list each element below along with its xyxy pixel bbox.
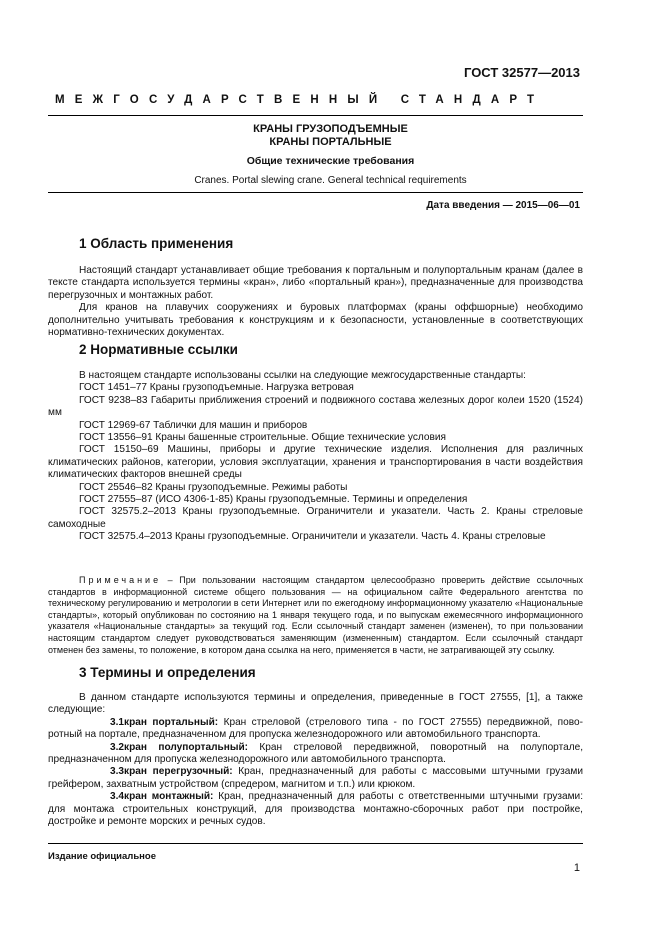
section-3-intro: В данном стандарте используются термины и определения, приведенные в ГОСТ 27555, [1], а также следующие: bbox=[48, 692, 583, 716]
term-text: Кран стреловой (стрелового типа - по ГОСТ 27555) передвижной, поворотный на портале, предназначенном для пропуска железнодорожного или автомобильного транспорта. bbox=[48, 716, 583, 741]
section-3-heading: 3 Термины и определения bbox=[79, 665, 256, 680]
term-definition bbox=[48, 742, 583, 767]
document-subtitle: Общие технические требования bbox=[246, 155, 415, 167]
term-definition bbox=[48, 766, 583, 791]
reference-item: ГОСТ 13556–91 Краны башенные строительные. Общие технические условия bbox=[79, 432, 446, 444]
term-name: кран монтажный: bbox=[124, 791, 214, 803]
section-1-paragraph: Настоящий стандарт устанавливает общие требования к портальным и полупортальным кранам (далее в тексте стандарта используется термины «кран», либо «портальный кран»), предназначенные для производства перегрузочных и монтажных работ. bbox=[48, 265, 583, 301]
term-name: кран портальный: bbox=[124, 716, 219, 728]
term-number: 3.1 bbox=[110, 716, 125, 728]
term-number: 3.4 bbox=[110, 791, 125, 803]
header-rule bbox=[48, 115, 583, 116]
term-definition bbox=[48, 791, 583, 828]
section-2-heading: 2 Нормативные ссылки bbox=[79, 342, 238, 357]
reference-item: ГОСТ 12969-67 Таблички для машин и приборов bbox=[79, 419, 308, 431]
section-2-body bbox=[48, 370, 583, 544]
section-1-heading: 1 Область применения bbox=[79, 236, 234, 251]
reference-item: ГОСТ 32575.4–2013 Краны грузоподъемные. Ограничители и указатели. Часть 4. Краны стреловые bbox=[79, 531, 546, 543]
document-code: ГОСТ 32577—2013 bbox=[464, 65, 580, 80]
introduction-date: Дата введения — 2015—06—01 bbox=[426, 200, 580, 211]
note-text: – При пользовании настоящим стандартом целесообразно проверить действие ссылочных стандартов в информационной системе общего пользования — на официальном сайте Федерального агентства по техническому регулированию и метрологии в сети Интернет или по ежегодному информационному указателю «Национальные стандарты», который опубликован по состоянию на 1 января текущего года, и по выпускам ежемесячного информационного указателя «Национальные стандарты» за текущий год. Если ссылочный стандарт заменен (изменен), то при пользовании настоящим стандартом следует руководствоваться заменяющим (измененным) стандартом. Если ссылочный стандарт отменен без замены, то положение, в котором дана ссылка на него, применяется в части, не затрагивающей эту ссылку. bbox=[48, 575, 583, 655]
term-number: 3.3 bbox=[110, 766, 125, 778]
term-text: Кран стреловой передвижной, поворотный на полупортале, предназначенном для пропуска железнодорожного или автомобильного транспорта. bbox=[48, 741, 584, 766]
term-number: 3.2 bbox=[110, 741, 125, 753]
section-1-body bbox=[48, 265, 583, 339]
section-3-body bbox=[48, 692, 583, 828]
interstate-standard-banner: МЕЖГОСУДАРСТВЕННЫЙ СТАНДАРТ bbox=[55, 94, 545, 106]
term-name: кран перегрузочный: bbox=[124, 766, 233, 778]
page-number: 1 bbox=[573, 862, 580, 874]
english-title: Cranes. Portal slewing crane. General technical requirements bbox=[194, 175, 467, 186]
title-line-2: КРАНЫ ПОРТАЛЬНЫЕ bbox=[269, 136, 392, 148]
term-text: Кран, предназначенный для работы с ответственными штучными грузами: для монтажа строительных конструкций, для производства монтажно-сборочных работ при постройке, достройке и ремонте морских и речных судов. bbox=[48, 791, 583, 828]
reference-item: ГОСТ 1451–77 Краны грузоподъемные. Нагрузка ветровая bbox=[79, 382, 354, 394]
term-definition bbox=[48, 717, 583, 742]
reference-item: ГОСТ 9238–83 Габариты приближения строений и подвижного состава железных дорог колеи 1520 (1524) мм bbox=[48, 394, 583, 419]
section-1-paragraph: Для кранов на плавучих сооружениях и буровых платформах (краны оффшорные) необходимо дополнительно учитывать требования к конструкциям и к безопасности, установленные в соответствующих нормативно-технических документах. bbox=[48, 302, 583, 339]
term-text: Кран, предназначенный для работы с массовыми штучными грузами грейфером, захватным устройством (спредером, магнитом и т.п.) или крюком. bbox=[48, 766, 583, 790]
edition-label: Издание официальное bbox=[48, 851, 156, 862]
title-rule bbox=[48, 192, 583, 193]
reference-item: ГОСТ 27555–87 (ИСО 4306-1-85) Краны грузоподъемные. Термины и определения bbox=[79, 494, 468, 506]
title-line-1: КРАНЫ ГРУЗОПОДЪЕМНЫЕ bbox=[253, 123, 408, 135]
reference-note bbox=[48, 575, 583, 656]
reference-item: ГОСТ 15150–69 Машины, приборы и другие технические изделия. Исполнения для различных климатических районов, категории, условия эксплуатации, хранения и транспортирования в части воздействия климатических факторов внешней среды bbox=[48, 444, 583, 481]
reference-item: ГОСТ 32575.2–2013 Краны грузоподъемные. Ограничители и указатели. Часть 2. Краны стреловые самоходные bbox=[48, 506, 583, 530]
reference-item: ГОСТ 25546–82 Краны грузоподъемные. Режимы работы bbox=[79, 481, 348, 493]
section-2-intro: В настоящем стандарте использованы ссылки на следующие межгосударственные стандарты: bbox=[79, 370, 526, 381]
term-name: кран полупортальный: bbox=[124, 741, 249, 753]
note-label: Примечание bbox=[79, 575, 162, 585]
footer-rule bbox=[48, 843, 583, 844]
